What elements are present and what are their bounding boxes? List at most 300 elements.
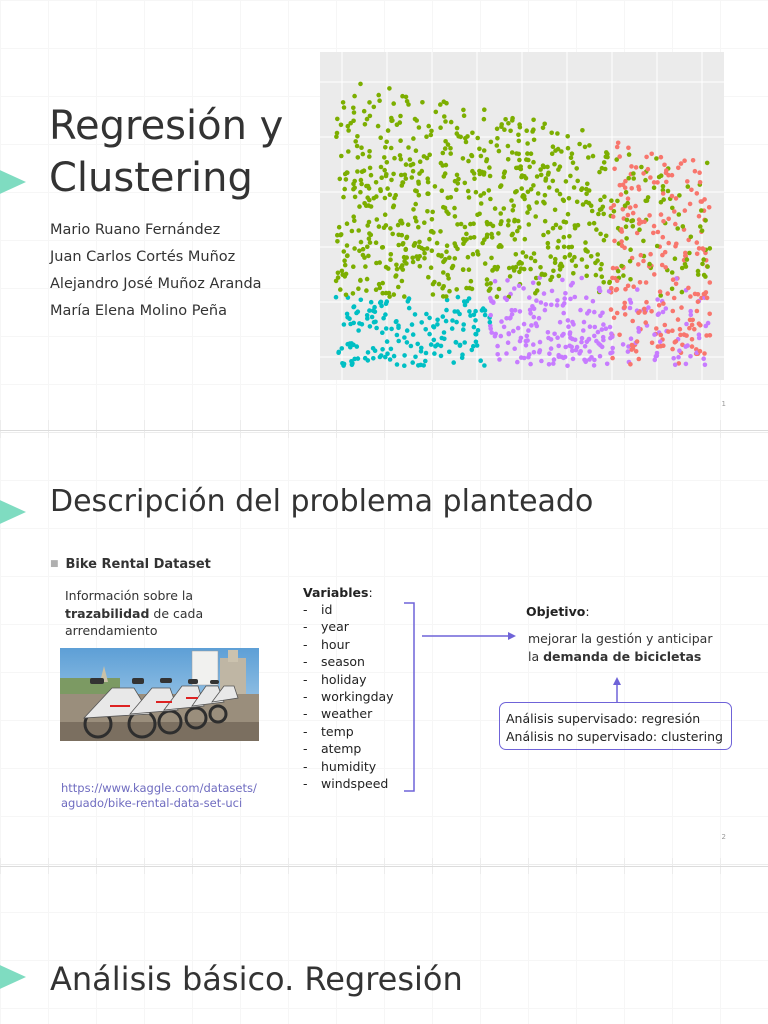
scatter-point — [404, 247, 409, 252]
slide-divider — [0, 430, 768, 431]
objective-text-plain: mejorar la gestión y anticipar la — [528, 631, 713, 664]
scatter-point — [697, 214, 702, 219]
scatter-point — [499, 183, 504, 188]
scatter-point — [602, 194, 607, 199]
scatter-point — [422, 220, 427, 225]
scatter-point — [682, 158, 687, 163]
scatter-point — [579, 276, 584, 281]
scatter-point — [357, 204, 362, 209]
scatter-point — [617, 333, 622, 338]
scatter-point — [652, 332, 657, 337]
scatter-point — [357, 321, 362, 326]
scatter-point — [599, 262, 604, 267]
scatter-point — [676, 166, 681, 171]
scatter-point — [383, 145, 388, 150]
scatter-point — [520, 173, 525, 178]
scatter-point — [521, 193, 526, 198]
scatter-point — [554, 223, 559, 228]
scatter-point — [429, 342, 434, 347]
scatter-point — [656, 230, 661, 235]
scatter-point — [674, 282, 679, 287]
scatter-point — [527, 165, 532, 170]
scatter-point — [688, 318, 693, 323]
scatter-point — [621, 342, 626, 347]
scatter-point — [670, 270, 675, 275]
scatter-point — [567, 344, 572, 349]
scatter-point — [399, 219, 404, 224]
scatter-point — [469, 279, 474, 284]
scatter-point — [564, 179, 569, 184]
scatter-point — [583, 145, 588, 150]
scatter-point — [439, 344, 444, 349]
scatter-point — [536, 191, 541, 196]
scatter-point — [417, 193, 422, 198]
scatter-point — [517, 270, 522, 275]
scatter-point — [551, 361, 556, 366]
scatter-point — [376, 93, 381, 98]
scatter-point — [363, 264, 368, 269]
scatter-point — [530, 129, 535, 134]
scatter-point — [704, 333, 709, 338]
scatter-point — [661, 191, 666, 196]
scatter-point — [495, 294, 500, 299]
scatter-point — [342, 249, 347, 254]
dataset-bullet — [50, 557, 211, 572]
scatter-point — [449, 120, 454, 125]
scatter-point — [505, 298, 510, 303]
slide-title: Descripción del problema planteado — [50, 484, 594, 519]
scatter-point — [580, 336, 585, 341]
scatter-point — [698, 224, 703, 229]
scatter-point — [466, 159, 471, 164]
scatter-point — [506, 223, 511, 228]
scatter-point — [483, 313, 488, 318]
scatter-point — [612, 239, 617, 244]
scatter-point — [489, 299, 494, 304]
scatter-point — [351, 119, 356, 124]
scatter-point — [392, 203, 397, 208]
scatter-point — [571, 357, 576, 362]
scatter-point — [503, 169, 508, 174]
scatter-point — [396, 323, 401, 328]
scatter-point — [384, 326, 389, 331]
scatter-point — [577, 351, 582, 356]
scatter-point — [532, 350, 537, 355]
accent-arrow — [0, 955, 26, 999]
scatter-point — [420, 100, 425, 105]
scatter-point — [551, 144, 556, 149]
scatter-point — [540, 272, 545, 277]
scatter-point — [566, 318, 571, 323]
scatter-point — [615, 145, 620, 150]
scatter-point — [508, 274, 513, 279]
scatter-point — [473, 318, 478, 323]
scatter-point — [666, 329, 671, 334]
scatter-point — [581, 328, 586, 333]
scatter-point — [677, 212, 682, 217]
variable-name: holiday — [321, 671, 367, 687]
scatter-point — [648, 175, 653, 180]
scatter-point — [427, 332, 432, 337]
scatter-point — [604, 150, 609, 155]
scatter-point — [413, 312, 418, 317]
scatter-point — [466, 255, 471, 260]
scatter-point — [495, 136, 500, 141]
scatter-point — [547, 362, 552, 367]
scatter-point — [461, 156, 466, 161]
scatter-point — [402, 294, 407, 299]
scatter-point — [569, 156, 574, 161]
scatter-point — [374, 180, 379, 185]
scatter-point — [565, 134, 570, 139]
scatter-point — [542, 122, 547, 127]
scatter-point — [708, 246, 713, 251]
scatter-point — [410, 322, 415, 327]
scatter-point — [690, 337, 695, 342]
scatter-point — [634, 349, 639, 354]
scatter-point — [525, 210, 530, 215]
scatter-point — [516, 261, 521, 266]
scatter-point — [635, 339, 640, 344]
scatter-point — [642, 219, 647, 224]
scatter-point — [359, 178, 364, 183]
scatter-point — [684, 362, 689, 367]
scatter-point — [537, 316, 542, 321]
scatter-point — [577, 142, 582, 147]
scatter-point — [337, 350, 342, 355]
scatter-point — [396, 243, 401, 248]
scatter-point — [353, 139, 358, 144]
scatter-point — [512, 219, 517, 224]
scatter-point — [553, 261, 558, 266]
scatter-point — [661, 343, 666, 348]
scatter-point — [389, 116, 394, 121]
scatter-point — [685, 343, 690, 348]
scatter-point — [541, 233, 546, 238]
scatter-point — [584, 274, 589, 279]
scatter-point — [575, 345, 580, 350]
scatter-point — [571, 271, 576, 276]
scatter-point — [661, 235, 666, 240]
scatter-point — [379, 304, 384, 309]
scatter-point — [589, 355, 594, 360]
scatter-point — [629, 164, 634, 169]
author: María Elena Molino Peña — [50, 303, 228, 319]
scatter-point — [663, 265, 668, 270]
scatter-point — [435, 241, 440, 246]
scatter-point — [532, 251, 537, 256]
scatter-point — [411, 260, 416, 265]
scatter-point — [566, 324, 571, 329]
scatter-point — [474, 340, 479, 345]
scatter-point — [552, 332, 557, 337]
scatter-point — [396, 339, 401, 344]
scatter-point — [451, 360, 456, 365]
scatter-point — [684, 322, 689, 327]
scatter-point — [680, 290, 685, 295]
variables-heading: Variables: — [303, 585, 373, 600]
scatter-point — [359, 240, 364, 245]
scatter-point — [353, 195, 358, 200]
scatter-point — [609, 286, 614, 291]
scatter-point — [359, 145, 364, 150]
author: Mario Ruano Fernández — [50, 222, 221, 238]
scatter-point — [406, 145, 411, 150]
scatter-point — [507, 266, 512, 271]
scatter-point — [701, 356, 706, 361]
scatter-point — [483, 261, 488, 266]
scatter-point — [400, 183, 405, 188]
scatter-point — [516, 326, 521, 331]
scatter-point — [546, 245, 551, 250]
scatter-point — [359, 182, 364, 187]
scatter-point — [592, 310, 597, 315]
scatter-point — [382, 168, 387, 173]
scatter-point — [446, 142, 451, 147]
scatter-point — [580, 257, 585, 262]
scatter-point — [452, 241, 457, 246]
scatter-point — [349, 359, 354, 364]
scatter-point — [697, 246, 702, 251]
scatter-point — [402, 353, 407, 358]
scatter-point — [605, 362, 610, 367]
scatter-point — [633, 204, 638, 209]
scatter-point — [429, 129, 434, 134]
scatter-point — [631, 171, 636, 176]
scatter-point — [446, 211, 451, 216]
scatter-point — [483, 308, 488, 313]
scatter-point — [660, 253, 665, 258]
scatter-point — [413, 202, 418, 207]
scatter-point — [454, 188, 459, 193]
scatter-point — [644, 155, 649, 160]
scatter-point — [346, 149, 351, 154]
scatter-point — [647, 262, 652, 267]
slide-divider — [0, 866, 768, 867]
scatter-point — [523, 237, 528, 242]
scatter-point — [654, 326, 659, 331]
scatter-point — [547, 185, 552, 190]
scatter-point — [551, 179, 556, 184]
scatter-point — [427, 237, 432, 242]
scatter-point — [666, 241, 671, 246]
scatter-point — [439, 354, 444, 359]
scatter-point — [442, 330, 447, 335]
scatter-point — [531, 183, 536, 188]
scatter-point — [665, 291, 670, 296]
dataset-description — [65, 587, 225, 640]
scatter-point — [385, 339, 390, 344]
scatter-point — [533, 214, 538, 219]
scatter-point — [404, 176, 409, 181]
scatter-point — [673, 256, 678, 261]
scatter-point — [493, 279, 498, 284]
scatter-point — [567, 196, 572, 201]
scatter-point — [652, 185, 657, 190]
scatter-point — [549, 303, 554, 308]
scatter-point — [564, 220, 569, 225]
scatter-point — [433, 344, 438, 349]
scatter-point — [580, 128, 585, 133]
scatter-point — [414, 219, 419, 224]
scatter-point — [600, 327, 605, 332]
scatter-point — [367, 149, 372, 154]
scatter-point — [402, 255, 407, 260]
scatter-point — [549, 346, 554, 351]
scatter-point — [478, 358, 483, 363]
scatter-point — [560, 333, 565, 338]
scatter-point — [338, 287, 343, 292]
scatter-point — [439, 253, 444, 258]
scatter-point — [518, 125, 523, 130]
scatter-point — [402, 335, 407, 340]
scatter-point — [385, 351, 390, 356]
scatter-point — [356, 228, 361, 233]
scatter-point — [675, 226, 680, 231]
scatter-point — [546, 230, 551, 235]
scatter-point — [362, 109, 367, 114]
scatter-point — [567, 245, 572, 250]
scatter-point — [356, 309, 361, 314]
scatter-point — [643, 178, 648, 183]
scatter-point — [643, 320, 648, 325]
scatter-point — [387, 86, 392, 91]
scatter-point — [674, 242, 679, 247]
scatter-point — [550, 289, 555, 294]
scatter-point — [585, 182, 590, 187]
scatter-point — [524, 343, 529, 348]
scatter-point — [658, 289, 663, 294]
scatter-point — [351, 291, 356, 296]
scatter-point — [471, 252, 476, 257]
scatter-point — [476, 328, 481, 333]
scatter-point — [661, 184, 666, 189]
scatter-point — [525, 151, 530, 156]
scatter-point — [377, 282, 382, 287]
scatter-point — [622, 305, 627, 310]
scatter-point — [388, 257, 393, 262]
scatter-point — [506, 144, 511, 149]
scatter-point — [696, 300, 701, 305]
scatter-point — [543, 308, 548, 313]
scatter-point — [366, 254, 371, 259]
scatter-point — [561, 303, 566, 308]
scatter-point — [444, 319, 449, 324]
scatter-point — [549, 131, 554, 136]
scatter-point — [340, 272, 345, 277]
scatter-point — [689, 235, 694, 240]
scatter-point — [673, 363, 678, 368]
scatter-point — [571, 160, 576, 165]
scatter-point — [502, 325, 507, 330]
scatter-point — [585, 265, 590, 270]
scatter-point — [693, 292, 698, 297]
scatter-point — [604, 154, 609, 159]
scatter-point — [482, 117, 487, 122]
scatter-point — [608, 325, 613, 330]
scatter-point — [513, 190, 518, 195]
scatter-point — [356, 356, 361, 361]
scatter-point — [487, 165, 492, 170]
scatter-point — [455, 222, 460, 227]
scatter-point — [348, 341, 353, 346]
scatter-point — [680, 266, 685, 271]
scatter-point — [367, 100, 372, 105]
scatter-point — [570, 258, 575, 263]
scatter-point — [430, 210, 435, 215]
scatter-point — [514, 151, 519, 156]
scatter-point — [399, 173, 404, 178]
scatter-point — [454, 287, 459, 292]
slide-1 — [0, 0, 768, 420]
scatter-point — [515, 360, 520, 365]
scatter-point — [527, 295, 532, 300]
scatter-point — [695, 240, 700, 245]
scatter-point — [558, 225, 563, 230]
scatter-point — [557, 274, 562, 279]
scatter-point — [643, 310, 648, 315]
scatter-point — [630, 343, 635, 348]
scatter-point — [704, 290, 709, 295]
scatter-point — [409, 344, 414, 349]
scatter-point — [374, 326, 379, 331]
scatter-point — [626, 196, 631, 201]
scatter-point — [586, 155, 591, 160]
scatter-point — [391, 172, 396, 177]
scatter-point — [587, 143, 592, 148]
scatter-point — [611, 214, 616, 219]
scatter-point — [458, 135, 463, 140]
scatter-point — [395, 267, 400, 272]
scatter-point — [368, 114, 373, 119]
scatter-point — [679, 305, 684, 310]
scatter-point — [336, 271, 341, 276]
scatter-point — [609, 307, 614, 312]
scatter-point — [644, 280, 649, 285]
scatter-point — [341, 195, 346, 200]
scatter-point — [470, 348, 475, 353]
scatter-point — [497, 357, 502, 362]
scatter-point — [441, 260, 446, 265]
scatter-point — [398, 138, 403, 143]
variables-label: Variables — [303, 585, 369, 600]
scatter-point — [418, 264, 423, 269]
scatter-point — [656, 344, 661, 349]
scatter-point — [688, 294, 693, 299]
scatter-point — [663, 323, 668, 328]
scatter-point — [441, 270, 446, 275]
kaggle-dataset-link[interactable]: https://www.kaggle.com/datasets/aguado/bike-rental-data-set-uci — [61, 781, 257, 810]
scatter-point — [628, 259, 633, 264]
scatter-point — [395, 122, 400, 127]
scatter-point — [506, 218, 511, 223]
scatter-point — [488, 313, 493, 318]
scatter-point — [394, 273, 399, 278]
scatter-point — [619, 192, 624, 197]
scatter-point — [450, 326, 455, 331]
scatter-point — [463, 181, 468, 186]
scatter-point — [437, 282, 442, 287]
scatter-point — [351, 264, 356, 269]
scatter-point — [600, 345, 605, 350]
scatter-point — [664, 168, 669, 173]
scatter-point — [635, 287, 640, 292]
scatter-point — [510, 232, 515, 237]
scatter-point — [524, 254, 529, 259]
scatter-point — [637, 357, 642, 362]
scatter-point — [408, 157, 413, 162]
scatter-point — [401, 241, 406, 246]
